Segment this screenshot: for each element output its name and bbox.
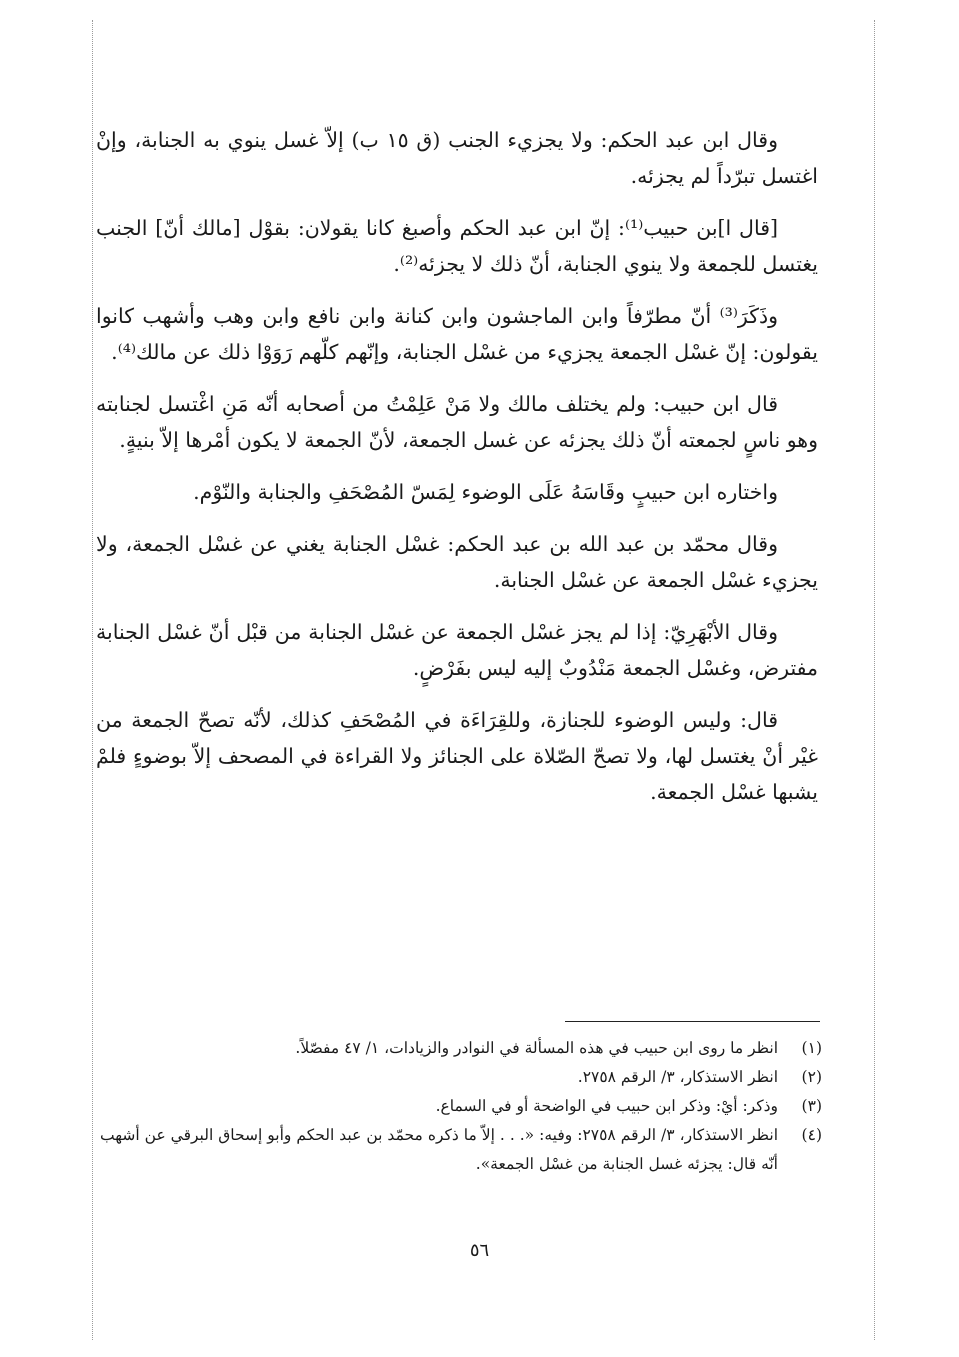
main-text xyxy=(96,122,818,826)
paragraph: قال: وليس الوضوء للجنازة، وللقِرَاءَة في المُصْحَفِ كذلك، لأنّه تصحّ الجمعة من غيْر أنْ يغتسل لها، ولا تصحّ الصّلاة على الجنائز ولا القراءة في المصحف إلاّ بوضوءٍ فلمْ يشبها غسْل الجمعة. xyxy=(96,708,818,804)
footnote xyxy=(100,1034,822,1063)
footnote-text: وذكر: أيْ: وذكر ابن حبيب في الواضحة أو في السماع. xyxy=(435,1097,778,1115)
paragraph: [قال ا]بن حبيب⁽¹⁾: إنّ ابن عبد الحكم وأصبغ كانا يقولان: بقوْل [مالك أنّ] الجنب يغتسل للجمعة ولا ينوي الجنابة، أنّ ذلك لا يجزئه⁽²⁾. xyxy=(96,216,818,276)
footnote-number: (١) xyxy=(801,1039,822,1057)
paragraph: وقال محمّد بن عبد الله بن عبد الحكم: غسْل الجنابة يغني عن غسْل الجمعة، ولا يجزيء غسْل الجمعة عن غسْل الجنابة. xyxy=(96,532,818,592)
footnote-text: انظر ما روى ابن حبيب في هذه المسألة في النوادر والزيادات، ١/ ٤٧ مفصّلاً. xyxy=(295,1039,778,1057)
footnote-number: (٣) xyxy=(801,1097,822,1115)
footnote xyxy=(100,1063,822,1092)
paragraph: وذَكَرَ⁽³⁾ أنّ مطرّفاً وابن الماجشون وابن كنانة وابن نافع وابن وهب وأشهب كانوا يقولون: إنّ غسْل الجمعة يجزيء من غسْل الجنابة، وإنّهم كلّهم رَوَوْا ذلك عن مالك⁽⁴⁾. xyxy=(96,304,818,364)
paragraph: وقال الأبْهَرِيّ: إذا لم يجز غسْل الجمعة عن غسْل الجنابة من قبْل أنّ غسْل الجنابة مفترض، وغسْل الجمعة مَنْدُوبٌ إليه ليس بفَرْضٍ. xyxy=(96,620,818,680)
paragraph: قال ابن حبيب: ولم يختلف مالك ولا مَنْ عَلِمْتُ من أصحابه أنّه مَنِ اغْتسل لجنابته وهو ناسٍ لجمعته أنّ ذلك يجزئه عن غسل الجمعة، لأنّ الجمعة لا يكون أمْرها إلاّ بنيةٍ. xyxy=(96,392,818,452)
footnote-number: (٢) xyxy=(801,1068,822,1086)
footnote xyxy=(100,1092,822,1121)
page-number: ٥٦ xyxy=(469,1240,490,1261)
scan-edge-left xyxy=(92,20,93,1340)
footnote-text: انظر الاستذكار، ٣/ الرقم ٢٧٥٨. xyxy=(577,1068,778,1086)
paragraph: واختاره ابن حبيبٍ وقَاسَهُ عَلَى الوضوء لِمَسّ المُصْحَفِ والجنابة والنّوْم. xyxy=(193,480,778,504)
footnotes xyxy=(100,1034,822,1179)
paragraph: وقال ابن عبد الحكم: ولا يجزيء الجنب (ق ١٥ ب) إلاّ غسل ينوي به الجنابة، وإنْ اغتسل تبرّداً لم يجزئه. xyxy=(96,128,818,188)
footnote-text: انظر الاستذكار، ٣/ الرقم ٢٧٥٨: وفيه: «. . . إلاّ ما ذكره محمّد بن عبد الحكم وأبو إسحاق البرقي عن أشهب أنّه قال: يجزئه غسل الجنابة من غسْل الجمعة». xyxy=(100,1126,779,1173)
footnote-number: (٤) xyxy=(801,1126,822,1144)
scan-edge-right xyxy=(874,20,875,1340)
footnote-divider xyxy=(565,1021,820,1022)
footnote xyxy=(100,1121,822,1179)
